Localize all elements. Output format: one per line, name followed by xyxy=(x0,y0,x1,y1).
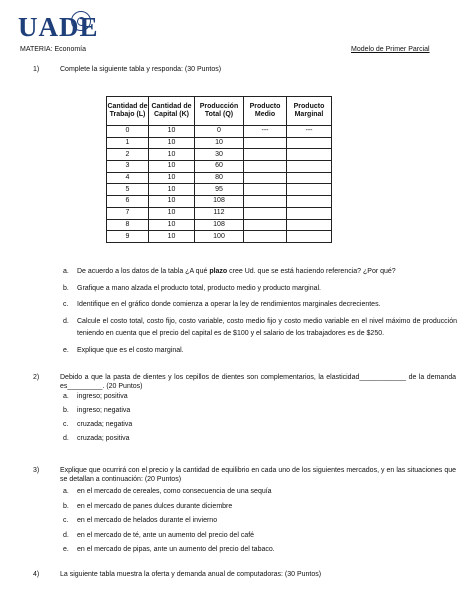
table-cell-capital: 10 xyxy=(149,219,195,231)
table-cell-produccion: 0 xyxy=(195,126,244,138)
q1e-text: Explique que es el costo marginal. xyxy=(77,347,184,354)
table-cell-marginal xyxy=(287,196,332,208)
materia-label: MATERIA: Economía xyxy=(20,46,87,53)
table-cell-medio xyxy=(244,172,287,184)
table-row xyxy=(107,184,332,196)
q1b-text: Grafique a mano alzada el producto total, producto medio y producto marginal. xyxy=(77,285,321,292)
q1-number: 1) xyxy=(33,66,40,73)
table-cell-produccion: 60 xyxy=(195,161,244,173)
table-row xyxy=(107,219,332,231)
table-cell-capital: 10 xyxy=(149,184,195,196)
table-cell-marginal xyxy=(287,219,332,231)
q3d-text: en el mercado de té, ante un aumento del precio del café xyxy=(77,532,255,539)
q4-text: La siguiente tabla muestra la oferta y demanda anual de computadoras: (30 Puntos) xyxy=(60,571,322,578)
table-cell-trabajo: 2 xyxy=(107,149,149,161)
table-cell-trabajo: 9 xyxy=(107,231,149,243)
q3c-letter: c. xyxy=(63,517,69,524)
table-cell-medio xyxy=(244,149,287,161)
q2d-text: cruzada; positiva xyxy=(77,435,130,442)
table-row xyxy=(107,231,332,243)
table-cell-produccion: 108 xyxy=(195,196,244,208)
table-cell-medio xyxy=(244,161,287,173)
model-title: Modelo de Primer Parcial xyxy=(351,46,430,53)
table-cell-medio: --- xyxy=(244,126,287,138)
table-cell-medio xyxy=(244,231,287,243)
table-cell-produccion: 108 xyxy=(195,219,244,231)
q4-number: 4) xyxy=(33,571,40,578)
table-cell-trabajo: 1 xyxy=(107,137,149,149)
q2a-letter: a. xyxy=(63,393,69,400)
table-cell-capital: 10 xyxy=(149,172,195,184)
q3a-letter: a. xyxy=(63,488,69,495)
q3e-text: en el mercado de pipas, ante un aumento del precio del tabaco. xyxy=(77,546,275,553)
table-cell-trabajo: 7 xyxy=(107,207,149,219)
table-row xyxy=(107,161,332,173)
q1a-text: De acuerdo a los datos de la tabla ¿A qué plazo cree Ud. que se está haciendo referencia? ¿Por qué? xyxy=(77,268,396,275)
q1a-letter: a. xyxy=(63,268,69,275)
table-cell-produccion: 112 xyxy=(195,207,244,219)
col-header-produccion: Producción Total (Q) xyxy=(195,97,244,126)
table-row xyxy=(107,172,332,184)
table-cell-capital: 10 xyxy=(149,161,195,173)
table-cell-marginal xyxy=(287,137,332,149)
table-cell-medio xyxy=(244,207,287,219)
q3b-text: en el mercado de panes dulces durante diciembre xyxy=(77,503,233,510)
table-row xyxy=(107,126,332,138)
q2c-letter: c. xyxy=(63,421,69,428)
table-cell-trabajo: 4 xyxy=(107,172,149,184)
q3b-letter: b. xyxy=(63,503,69,510)
university-seal-icon xyxy=(71,11,91,31)
table-cell-marginal xyxy=(287,184,332,196)
table-cell-trabajo: 8 xyxy=(107,219,149,231)
table-cell-marginal xyxy=(287,161,332,173)
q1d-letter: d. xyxy=(63,318,69,325)
uade-logo: UADE xyxy=(18,12,99,42)
table-cell-produccion: 100 xyxy=(195,231,244,243)
q1c-letter: c. xyxy=(63,301,69,308)
q2d-letter: d. xyxy=(63,435,69,442)
table-row xyxy=(107,149,332,161)
q3c-text: en el mercado de helados durante el invierno xyxy=(77,517,218,524)
table-cell-marginal xyxy=(287,149,332,161)
table-cell-medio xyxy=(244,137,287,149)
table-cell-trabajo: 0 xyxy=(107,126,149,138)
table-cell-produccion: 95 xyxy=(195,184,244,196)
col-header-medio: Producto Medio xyxy=(244,97,287,126)
q1d-text: Calcule el costo total, costo fijo, costo variable, costo medio fijo y costo medio variable en el nivel máximo de producción teniendo en cuenta que el precio del capital es de $100 y el salario de los trabajadores es de $250. xyxy=(77,318,457,337)
table-cell-marginal: --- xyxy=(287,126,332,138)
table-row xyxy=(107,137,332,149)
q3-text: Explique que ocurrirá con el precio y la cantidad de equilibrio en cada uno de los siguientes mercados, y en las situaciones que se detallan a continuación: (20 Puntos) xyxy=(60,467,456,483)
table-cell-capital: 10 xyxy=(149,149,195,161)
table-cell-medio xyxy=(244,196,287,208)
col-header-trabajo: Cantidad de Trabajo (L) xyxy=(107,97,149,126)
q2b-text: ingreso; negativa xyxy=(77,407,131,414)
table-row xyxy=(107,196,332,208)
table-cell-produccion: 80 xyxy=(195,172,244,184)
q1e-letter: e. xyxy=(63,347,69,354)
table-cell-capital: 10 xyxy=(149,207,195,219)
production-table xyxy=(106,96,332,243)
q1b-letter: b. xyxy=(63,285,69,292)
table-cell-marginal xyxy=(287,231,332,243)
q1c-text: Identifique en el gráfico donde comienza a operar la ley de rendimientos marginales decrecientes. xyxy=(77,301,381,308)
table-cell-marginal xyxy=(287,207,332,219)
q3-number: 3) xyxy=(33,467,40,474)
table-cell-trabajo: 6 xyxy=(107,196,149,208)
q2-text: Debido a que la pasta de dientes y los cepillos de dientes son complementarios, la elasticidad____________ de la demanda es_________. (20 Puntos) xyxy=(60,374,456,390)
q2c-text: cruzada; negativa xyxy=(77,421,133,428)
q2a-text: ingreso; positiva xyxy=(77,393,128,400)
table-cell-medio xyxy=(244,219,287,231)
q3e-letter: e. xyxy=(63,546,69,553)
table-cell-trabajo: 5 xyxy=(107,184,149,196)
table-cell-capital: 10 xyxy=(149,126,195,138)
q2b-letter: b. xyxy=(63,407,69,414)
table-cell-marginal xyxy=(287,172,332,184)
table-cell-capital: 10 xyxy=(149,196,195,208)
table-cell-medio xyxy=(244,184,287,196)
q2-number: 2) xyxy=(33,374,40,381)
table-cell-trabajo: 3 xyxy=(107,161,149,173)
q1-text: Complete la siguiente tabla y responda: (30 Puntos) xyxy=(60,66,222,73)
production-table-body xyxy=(107,126,332,243)
q3a-text: en el mercado de cereales, como consecuencia de una sequía xyxy=(77,488,272,495)
col-header-marginal: Producto Marginal xyxy=(287,97,332,126)
col-header-capital: Cantidad de Capital (K) xyxy=(149,97,195,126)
q3d-letter: d. xyxy=(63,532,69,539)
table-cell-produccion: 10 xyxy=(195,137,244,149)
table-cell-capital: 10 xyxy=(149,231,195,243)
table-row xyxy=(107,207,332,219)
table-cell-capital: 10 xyxy=(149,137,195,149)
table-cell-produccion: 30 xyxy=(195,149,244,161)
